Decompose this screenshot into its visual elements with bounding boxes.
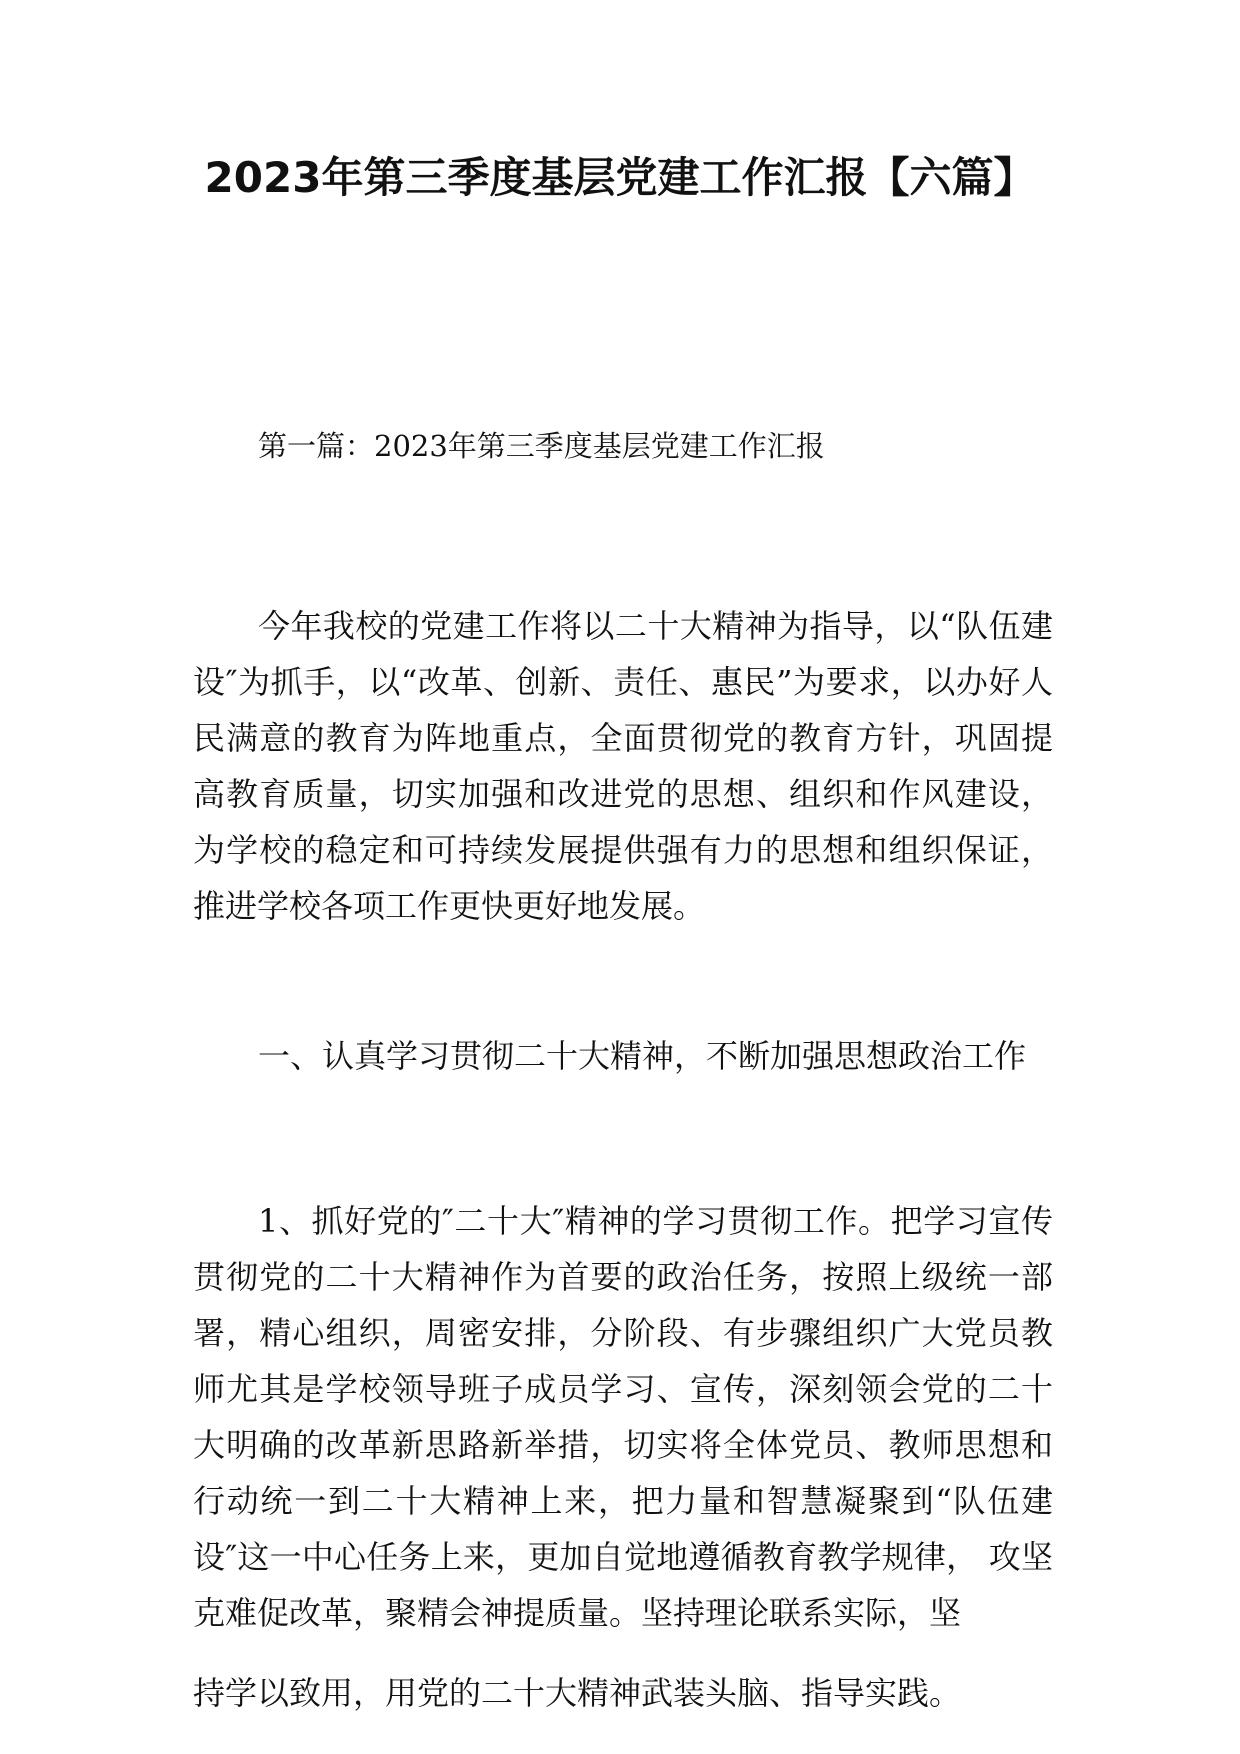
body-paragraph: 1、抓好党的″二十大″精神的学习贯彻工作。把学习宣传贯彻党的二十大精神作为首要的政治任务，按照上级统一部署，精心组织，周密安排，分阶段、有步骤组织广大党员教师尤其是学校领导班子成员学习、宣传，深刻领会党的二十大明确的改革新思路新举措，切实将全体党员、教师思想和行动统一到二十大精神上来，把力量和智慧凝聚到“队伍建设″这一中心任务上来，更加自觉地遵循教育教学规律， 攻坚克难促改革，聚精会神提质量。坚持理论联系实际，坚 — [193, 1202, 1053, 1632]
intro-paragraph: 今年我校的党建工作将以二十大精神为指导，以“队伍建设″为抓手，以“改革、创新、责任、惠民”为要求，以办好人民满意的教育为阵地重点，全面贯彻党的教育方针，巩固提高教育质量，切实加强和改进党的思想、组织和作风建设，为学校的稳定和可持续发展提供强有力的思想和组织保证，推进学校各项工作更快更好地发展。 — [193, 607, 1053, 925]
continuation-paragraph: 持学以致用，用党的二十大精神武装头脑、指导实践。 — [193, 1674, 962, 1712]
article-subtitle: 第一篇：2023年第三季度基层党建工作汇报 — [258, 429, 825, 463]
section-heading: 一、认真学习贯彻二十大精神，不断加强思想政治工作 — [258, 1037, 1027, 1075]
document-title: 2023年第三季度基层党建工作汇报【六篇】 — [204, 153, 1036, 202]
